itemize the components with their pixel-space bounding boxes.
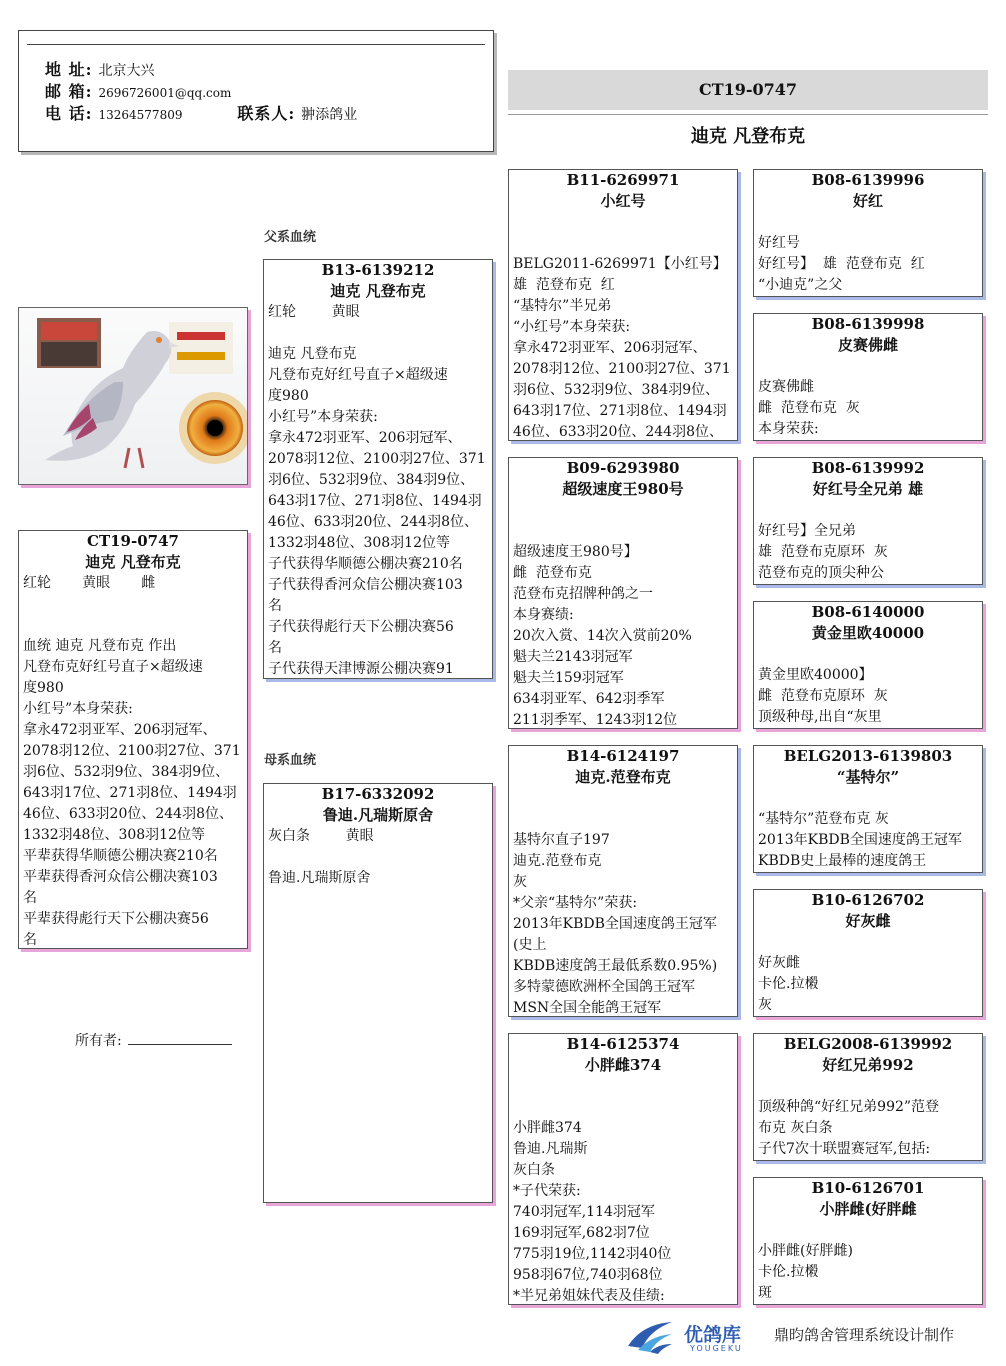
detail-line: 好红号	[758, 235, 800, 251]
card-ring-number: B08-6139992	[811, 459, 925, 477]
detail-line: 平辈获得华顺德公棚决赛210名	[23, 848, 218, 864]
contact-top-rule	[27, 44, 485, 45]
card-name: 超级速度王980号	[562, 480, 684, 498]
detail-line	[23, 594, 243, 615]
detail-line: 红轮 黄眼	[268, 304, 360, 320]
detail-line: 多特蒙德欧洲杯全国鸽王冠军	[513, 979, 695, 995]
detail-line: 好灰雌	[758, 955, 800, 971]
detail-line: 鲁迪.凡瑞斯	[513, 1141, 588, 1157]
card-name: “基特尔”	[836, 768, 900, 786]
detail-line: 小胖雌374	[513, 1120, 582, 1136]
detail-line: 好红号】全兄弟	[758, 523, 856, 539]
detail-line: BELG2011-6269971【小红号】	[513, 256, 727, 272]
detail-line: 拿永472羽亚军、206羽冠军、	[268, 430, 462, 446]
detail-line	[268, 323, 488, 344]
detail-line: 魁夫兰2143羽冠军	[513, 649, 633, 665]
detail-line: 雄 范登布克 红	[513, 277, 615, 293]
detail-line: *父亲“基特尔”荣获:	[513, 895, 638, 911]
detail-line	[758, 356, 978, 377]
great-grandparent-card-4[interactable]	[753, 601, 983, 729]
detail-line: 迪克.范登布克	[513, 853, 602, 869]
card-ring-number: B14-6124197	[566, 747, 680, 765]
sire-card[interactable]	[263, 259, 493, 679]
detail-line: 本身荣获:	[758, 421, 819, 437]
card-name: 小红号	[600, 192, 646, 210]
detail-line: 名	[268, 640, 282, 656]
detail-line: 775羽19位,1142羽40位	[513, 1246, 672, 1262]
detail-line: 小红号”本身荣获:	[268, 409, 378, 425]
card-ring-number: B08-6140000	[811, 603, 925, 621]
subject-pigeon-card[interactable]	[18, 530, 248, 949]
detail-line: 魁夫兰159羽冠军	[513, 670, 624, 686]
detail-line: 雌 范登布克原环 灰	[758, 688, 888, 704]
granddam-paternal-card[interactable]	[508, 457, 738, 729]
detail-line: 2078羽12位、2100羽27位、371	[268, 451, 486, 467]
detail-line: 本身赛绩:	[513, 607, 574, 623]
grandsire-paternal-card[interactable]	[508, 169, 738, 441]
detail-line: 黄金里欧40000】	[758, 667, 873, 683]
contact-box	[18, 30, 494, 152]
detail-line: 小红号”本身荣获:	[23, 701, 133, 717]
detail-line: 小胖雌(好胖雌)	[758, 1243, 853, 1259]
dam-name: 鲁迪.凡瑞斯原舍	[322, 806, 434, 824]
card-name: 小胖雌(好胖雌	[819, 1200, 917, 1218]
detail-line: 2013年KBDB全国速度鸽王冠军	[758, 832, 962, 848]
detail-line: 凡登布克好红号直子×超级速	[268, 367, 448, 383]
detail-line: 灰白条 黄眼	[268, 828, 374, 844]
detail-line: *半兄弟姐妹代表及佳绩:	[513, 1288, 665, 1304]
footer-brand-latin: YOUGEKU	[690, 1344, 743, 1353]
detail-line: 子代获得华顺德公棚决赛210名	[268, 556, 463, 572]
contact-person-value: 翀添鸽业	[301, 107, 358, 123]
detail-line	[758, 500, 978, 521]
detail-line	[513, 212, 733, 233]
detail-line	[758, 932, 978, 953]
detail-line: 灰	[513, 874, 527, 890]
card-ring-number: BELG2008-6139992	[783, 1035, 953, 1053]
card-ring-number: B11-6269971	[566, 171, 680, 189]
photo-award-inset	[169, 322, 233, 374]
detail-line: “基特尔”范登布克 灰	[758, 811, 889, 827]
detail-line: 红轮 黄眼 雌	[23, 575, 156, 591]
detail-line: 子代7次十联盟赛冠军,包括:	[758, 1141, 931, 1157]
detail-line: 20次入赏、14次入赏前20%	[513, 628, 692, 644]
detail-line: 皮赛佛雌	[758, 379, 814, 395]
sire-name: 迪克 凡登布克	[330, 282, 426, 300]
detail-line: 子代获得香河众信公棚决赛103	[268, 577, 463, 593]
granddam-maternal-card[interactable]	[508, 1033, 738, 1305]
detail-line: (史上	[513, 937, 547, 953]
address-row	[45, 57, 154, 80]
card-ring-number: B14-6125374	[566, 1035, 680, 1053]
detail-line: 斑	[758, 1285, 772, 1301]
card-name: 皮赛佛雌	[837, 336, 898, 354]
footer-credit: 鼎昀鸽舍管理系统设计制作	[774, 1326, 955, 1344]
phone-row	[45, 101, 357, 124]
phone-label: 电 话:	[45, 104, 93, 123]
detail-line: “小迪克”之父	[758, 277, 843, 293]
detail-line: 634羽亚军、642羽季军	[513, 691, 665, 707]
detail-line	[513, 233, 733, 254]
great-grandparent-card-1[interactable]	[753, 169, 983, 297]
detail-line: 958羽67位,740羽68位	[513, 1267, 663, 1283]
detail-line: 灰	[758, 997, 772, 1013]
detail-line: 1332羽48位、308羽12位等	[268, 535, 450, 551]
detail-line: “基特尔”半兄弟	[513, 298, 612, 314]
detail-line: 范登布克的顶尖种公	[758, 565, 884, 581]
address-value: 北京大兴	[98, 63, 155, 79]
detail-line	[513, 500, 733, 521]
detail-line	[513, 1076, 733, 1097]
detail-line: 2078羽12位、2100羽27位、371	[513, 361, 731, 377]
card-name: 好灰雌	[845, 912, 891, 930]
card-name: 好红	[852, 192, 883, 210]
sire-details	[268, 302, 488, 679]
detail-line: 2078羽12位、2100羽27位、371	[23, 743, 241, 759]
detail-line: 平辈获得香河众信公棚决赛103	[23, 869, 218, 885]
detail-line: 名	[268, 598, 282, 614]
detail-line: 鲁迪.凡瑞斯原舍	[268, 870, 371, 886]
email-label: 邮 箱:	[45, 82, 93, 101]
detail-line: 超级速度王980号】	[513, 544, 638, 560]
card-name: 迪克.范登布克	[575, 768, 671, 786]
detail-line: 卡伦.拉樧	[758, 1264, 819, 1280]
detail-line	[268, 847, 488, 868]
detail-line	[758, 788, 978, 809]
detail-line: 基特尔直子197	[513, 832, 610, 848]
detail-line: 羽6位、532羽9位、384羽9位、	[23, 764, 230, 780]
card-ring-number: B10-6126701	[811, 1179, 925, 1197]
great-grandparent-card-5[interactable]	[753, 745, 983, 873]
subject-ring-number: CT19-0747	[87, 532, 179, 550]
detail-line: 拿永472羽亚军、206羽冠军、	[513, 340, 707, 356]
great-grandparent-card-2[interactable]	[753, 313, 983, 441]
detail-line	[23, 615, 243, 636]
great-grandparent-card-6[interactable]	[753, 889, 983, 1017]
owner-label: 所有者:	[75, 1033, 122, 1049]
detail-line: 740羽冠军,114羽冠军	[513, 1204, 655, 1220]
detail-line: 643羽17位、271羽8位、1494羽	[513, 403, 727, 419]
detail-line: 雄 范登布克原环 灰	[758, 544, 888, 560]
detail-line	[758, 644, 978, 665]
owner-signature-line[interactable]	[128, 1030, 232, 1045]
detail-line	[513, 1097, 733, 1118]
contact-person-label: 联系人:	[237, 104, 296, 123]
detail-line: 凡登布克好红号直子×超级速	[23, 659, 203, 675]
detail-line: 迪克 凡登布克	[268, 346, 357, 362]
detail-line: 子代获得彪行天下公棚决赛56	[268, 619, 454, 635]
owner-field	[75, 1030, 232, 1050]
footer	[620, 1314, 980, 1358]
detail-line: 169羽冠军,682羽7位	[513, 1225, 650, 1241]
detail-line: 布克 灰白条	[758, 1120, 833, 1136]
detail-line: 643羽17位、271羽8位、1494羽	[268, 493, 482, 509]
header-ring-number: CT19-0747	[698, 80, 798, 99]
detail-line: 雌 范登布克 灰	[758, 400, 860, 416]
detail-line: “小红号”本身荣获:	[513, 319, 631, 335]
detail-line: 卡伦.拉樧	[758, 976, 819, 992]
detail-line: 血统 迪克 凡登布克 作出	[23, 638, 177, 654]
card-name: 好红兄弟992	[822, 1056, 914, 1074]
detail-line: 拿永472羽亚军、206羽冠军、	[23, 722, 217, 738]
detail-line: 顶级种鸽“好红兄弟992”范登	[758, 1099, 940, 1115]
detail-line: 顶级种母,出自“灰里	[758, 709, 882, 725]
dam-ring-number: B17-6332092	[321, 785, 435, 803]
email-value[interactable]: 2696726001@qq.com	[98, 86, 232, 100]
detail-line: *子代荣获:	[513, 1183, 581, 1199]
card-ring-number: B09-6293980	[566, 459, 680, 477]
great-grandparent-card-8[interactable]	[753, 1177, 983, 1305]
detail-line	[758, 212, 978, 233]
detail-line: KBDB速度鸽王最低系数0.95%)	[513, 958, 718, 974]
detail-line: 灰白条	[513, 1162, 555, 1178]
grandsire-maternal-card[interactable]	[508, 745, 738, 1017]
detail-line: 子代获得天津博源公棚决赛91	[268, 661, 454, 677]
card-name: 好红号全兄弟 雄	[812, 480, 924, 498]
detail-line: 1332羽48位、308羽12位等	[23, 827, 205, 843]
detail-line: 范登布克招牌种鸽之一	[513, 586, 653, 602]
subject-name: 迪克 凡登布克	[85, 553, 181, 571]
detail-line: 好红号】 雄 范登布克 红	[758, 256, 925, 272]
great-grandparent-card-3[interactable]	[753, 457, 983, 585]
detail-line: 46位、633羽20位、244羽8位、	[268, 514, 478, 530]
email-row	[45, 79, 231, 102]
detail-line: 211羽季军、1243羽12位	[513, 712, 678, 728]
phone-value: 13264577809	[98, 108, 183, 122]
great-grandparent-card-7[interactable]	[753, 1033, 983, 1161]
detail-line: 2013年KBDB全国速度鸽王冠军	[513, 916, 717, 932]
card-name: 黄金里欧40000	[811, 624, 925, 642]
detail-line: 名	[23, 932, 37, 948]
card-name: 小胖雌374	[584, 1056, 662, 1074]
dam-details	[268, 826, 488, 889]
card-ring-number: BELG2013-6139803	[783, 747, 953, 765]
detail-line: KBDB史上最棒的速度鸽王	[758, 853, 927, 869]
pigeon-photo-illustration	[19, 308, 247, 484]
card-ring-number: B08-6139998	[811, 315, 925, 333]
pigeon-photo	[18, 307, 248, 485]
detail-line: 度980	[23, 680, 64, 696]
address-label: 地 址:	[45, 60, 93, 79]
detail-line: 46位、633羽20位、244羽8位、	[513, 424, 723, 440]
detail-line	[513, 809, 733, 830]
detail-line: 名	[23, 890, 37, 906]
detail-line: 平辈获得彪行天下公棚决赛56	[23, 911, 209, 927]
detail-line: 羽6位、532羽9位、384羽9位、	[513, 382, 720, 398]
detail-line	[513, 521, 733, 542]
detail-line	[758, 1076, 978, 1097]
sire-ring-number: B13-6139212	[321, 261, 435, 279]
detail-line	[513, 788, 733, 809]
detail-line: 643羽17位、271羽8位、1494羽	[23, 785, 237, 801]
card-ring-number: B08-6139996	[811, 171, 925, 189]
dam-card[interactable]	[263, 783, 493, 1203]
detail-line: 度980	[268, 388, 309, 404]
footer-brand-name: 优鸽库	[684, 1324, 742, 1346]
detail-line: 雌 范登布克	[513, 565, 592, 581]
detail-line: 46位、633羽20位、244羽8位、	[23, 806, 233, 822]
header-divider	[508, 114, 988, 115]
dam-section-label: 母系血统	[264, 753, 317, 768]
yougeku-logo-icon	[622, 1316, 682, 1356]
header-strain-name: 迪克 凡登布克	[690, 126, 806, 147]
detail-line	[758, 1220, 978, 1241]
detail-line: 羽6位、532羽9位、384羽9位、	[268, 472, 475, 488]
sire-section-label: 父系血统	[264, 230, 317, 245]
detail-line: MSN全国全能鸽王冠军	[513, 1000, 662, 1016]
card-ring-number: B10-6126702	[811, 891, 925, 909]
subject-details	[23, 573, 243, 949]
